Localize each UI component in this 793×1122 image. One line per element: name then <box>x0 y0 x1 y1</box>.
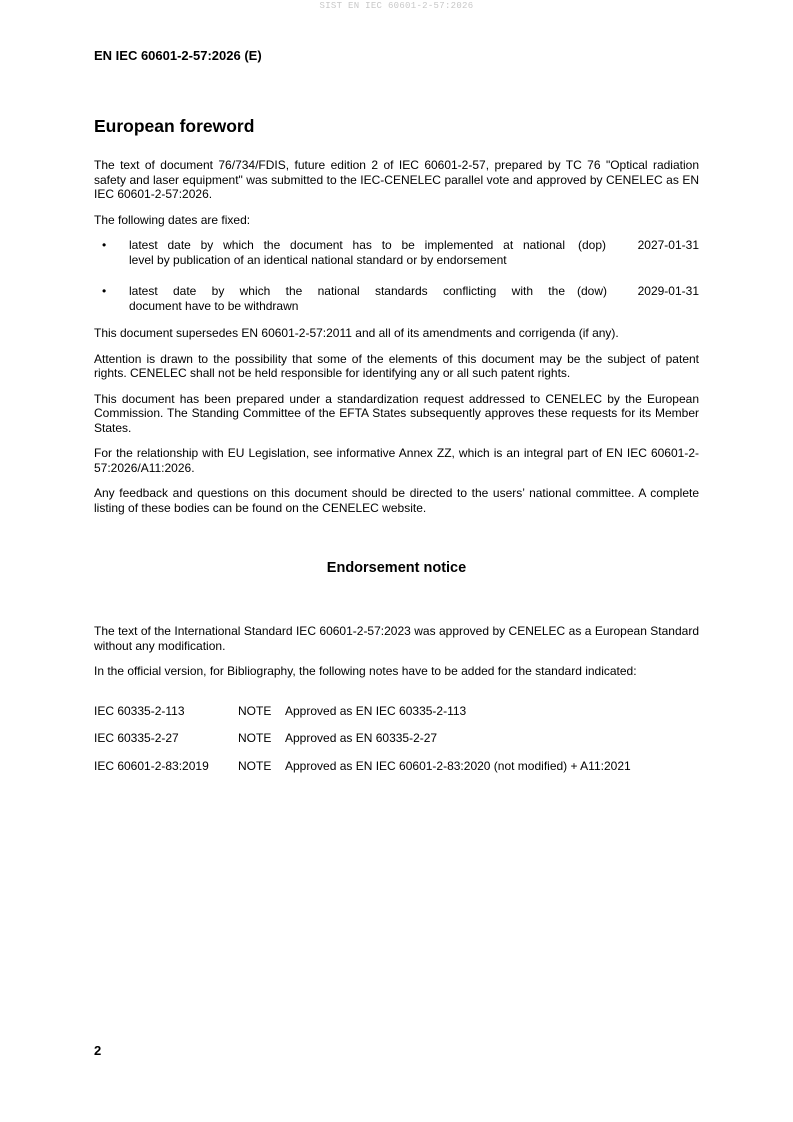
endorsement-paragraph-2: In the official version, for Bibliography, the following notes have to be added for the standard indicated: <box>94 664 637 678</box>
note-standard: IEC 60335-2-27 <box>94 731 179 745</box>
bibliography-notes-table <box>94 704 631 787</box>
document-identifier: EN IEC 60601-2-57:2026 (E) <box>94 48 262 63</box>
date-item-abbreviation: (dow) <box>576 284 607 298</box>
foreword-paragraph-6: Any feedback and questions on this document should be directed to the users’ national committee. A complete listing of these bodies can be found on the CENELEC website. <box>94 486 699 515</box>
foreword-paragraph-3: Attention is drawn to the possibility that some of the elements of this document may be the subject of patent rights. CENELEC shall not be held responsible for identifying any or all such patent rights. <box>94 351 699 380</box>
bullet-icon: • <box>102 284 107 298</box>
bullet-icon: • <box>102 238 107 252</box>
foreword-paragraph-2: This document supersedes EN 60601-2-57:2011 and all of its amendments and corrigenda (if any). <box>94 326 619 340</box>
date-item-description <box>129 238 565 267</box>
table-row <box>94 704 631 732</box>
note-text: Approved as EN 60335-2-27 <box>285 731 438 745</box>
dates-intro: The following dates are fixed: <box>94 212 251 227</box>
date-item-abbreviation: (dop) <box>577 238 606 252</box>
date-item-line-2: level by publication of an identical national standard or by endorsement <box>129 252 507 267</box>
date-item-date: 2027-01-31 <box>637 238 699 252</box>
foreword-paragraph-5: For the relationship with EU Legislation, see informative Annex ZZ, which is an integral part of EN IEC 60601-2-57:2026/A11:2026. <box>94 446 699 475</box>
page-number: 2 <box>94 1043 102 1058</box>
note-label: NOTE <box>238 731 272 745</box>
note-label: NOTE <box>238 703 272 718</box>
endorsement-title: Endorsement notice <box>326 560 467 576</box>
watermark: SIST EN IEC 60601-2-57:2026 <box>319 1 474 11</box>
note-text: Approved as EN IEC 60335-2-113 <box>285 703 467 718</box>
note-standard: IEC 60335-2-113 <box>94 703 185 718</box>
date-item-dop <box>94 238 699 267</box>
date-item-line-1: latest date by which the document has to be implemented at national <box>129 238 565 252</box>
endorsement-paragraph-1: The text of the International Standard IEC 60601-2-57:2023 was approved by CENELEC as a European Standard without any modification. <box>94 624 699 653</box>
foreword-paragraph-4: This document has been prepared under a standardization request addressed to CENELEC by the European Commission. The Standing Committee of the EFTA States subsequently approves these requests for its Member States. <box>94 391 699 435</box>
note-label: NOTE <box>238 758 272 773</box>
dates-list <box>94 238 699 313</box>
note-standard: IEC 60601-2-83:2019 <box>94 758 209 773</box>
date-item-date: 2029-01-31 <box>637 284 699 298</box>
foreword-paragraph-1: The text of document 76/734/FDIS, future edition 2 of IEC 60601-2-57, prepared by TC 76 "Optical radiation safety and laser equipment" was submitted to the IEC-CENELEC parallel vote and approved by CENELEC as EN IEC 60601-2-57:2026. <box>94 158 699 201</box>
date-item-line-1: latest date by which the national standards conflicting with the <box>129 284 565 298</box>
note-text: Approved as EN IEC 60601-2-83:2020 (not modified) + A11:2021 <box>285 758 631 773</box>
date-item-dow <box>94 284 699 313</box>
date-item-description <box>129 284 565 313</box>
table-row <box>94 759 631 787</box>
table-row <box>94 731 631 759</box>
date-item-line-2: document have to be withdrawn <box>129 298 299 313</box>
foreword-title: European foreword <box>94 116 255 136</box>
page-content <box>94 115 699 786</box>
